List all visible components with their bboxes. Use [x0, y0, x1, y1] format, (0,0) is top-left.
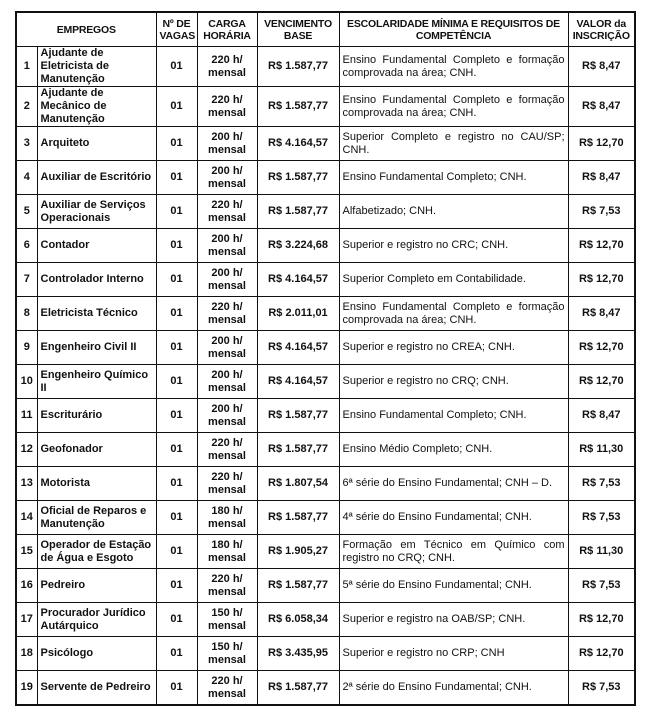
row-number-cell: 16 — [16, 569, 37, 603]
requirements-cell: Formação em Técnico em Químico com registro no CRQ; CNH. — [339, 535, 568, 569]
requirements-cell: Superior e registro no CRQ; CNH. — [339, 365, 568, 399]
row-number-cell: 12 — [16, 433, 37, 467]
vacancies-cell: 01 — [156, 195, 197, 229]
workload-cell: 200 h/ mensal — [197, 127, 257, 161]
job-title-cell: Escriturário — [37, 399, 156, 433]
vacancies-cell: 01 — [156, 297, 197, 331]
job-title-cell: Controlador Interno — [37, 263, 156, 297]
row-number-cell: 5 — [16, 195, 37, 229]
row-number-cell: 9 — [16, 331, 37, 365]
vacancies-cell: 01 — [156, 331, 197, 365]
job-title-cell: Geofonador — [37, 433, 156, 467]
workload-cell: 220 h/ mensal — [197, 467, 257, 501]
requirements-cell: 5ª série do Ensino Fundamental; CNH. — [339, 569, 568, 603]
job-title-cell: Pedreiro — [37, 569, 156, 603]
row-number-cell: 4 — [16, 161, 37, 195]
header-escolaridade: ESCOLARIDADE MÍNIMA E REQUISITOS DE COMPETÊNCIA — [339, 12, 568, 47]
base-salary-cell: R$ 1.587,77 — [257, 399, 339, 433]
base-salary-cell: R$ 1.587,77 — [257, 195, 339, 229]
row-number-cell: 17 — [16, 603, 37, 637]
job-title-cell: Engenheiro Civil II — [37, 331, 156, 365]
vacancies-cell: 01 — [156, 433, 197, 467]
vacancies-cell: 01 — [156, 399, 197, 433]
workload-cell: 200 h/ mensal — [197, 365, 257, 399]
base-salary-cell: R$ 1.587,77 — [257, 161, 339, 195]
workload-cell: 200 h/ mensal — [197, 331, 257, 365]
workload-cell: 200 h/ mensal — [197, 399, 257, 433]
base-salary-cell: R$ 1.587,77 — [257, 47, 339, 87]
table-row — [16, 637, 635, 671]
job-title-cell: Operador de Estação de Água e Esgoto — [37, 535, 156, 569]
table-row — [16, 569, 635, 603]
table-row — [16, 47, 635, 87]
vacancies-cell: 01 — [156, 365, 197, 399]
vacancies-cell: 01 — [156, 47, 197, 87]
registration-fee-cell: R$ 11,30 — [568, 535, 635, 569]
row-number-cell: 14 — [16, 501, 37, 535]
requirements-cell: Ensino Fundamental Completo; CNH. — [339, 161, 568, 195]
requirements-cell: Ensino Fundamental Completo e formação comprovada na área; CNH. — [339, 87, 568, 127]
job-title-cell: Ajudante de Mecânico de Manutenção — [37, 87, 156, 127]
vacancies-cell: 01 — [156, 671, 197, 706]
workload-cell: 150 h/ mensal — [197, 603, 257, 637]
registration-fee-cell: R$ 12,70 — [568, 331, 635, 365]
requirements-cell: Superior e registro no CREA; CNH. — [339, 331, 568, 365]
registration-fee-cell: R$ 11,30 — [568, 433, 635, 467]
table-row — [16, 263, 635, 297]
workload-cell: 220 h/ mensal — [197, 297, 257, 331]
table-row — [16, 603, 635, 637]
requirements-cell: Ensino Médio Completo; CNH. — [339, 433, 568, 467]
vacancies-cell: 01 — [156, 263, 197, 297]
workload-cell: 220 h/ mensal — [197, 433, 257, 467]
table-row — [16, 501, 635, 535]
workload-cell: 150 h/ mensal — [197, 637, 257, 671]
base-salary-cell: R$ 6.058,34 — [257, 603, 339, 637]
job-title-cell: Eletricista Técnico — [37, 297, 156, 331]
table-row — [16, 229, 635, 263]
requirements-cell: Superior e registro na OAB/SP; CNH. — [339, 603, 568, 637]
vacancies-cell: 01 — [156, 603, 197, 637]
row-number-cell: 13 — [16, 467, 37, 501]
table-row — [16, 297, 635, 331]
requirements-cell: Ensino Fundamental Completo e formação comprovada na área; CNH. — [339, 297, 568, 331]
vacancies-cell: 01 — [156, 501, 197, 535]
row-number-cell: 19 — [16, 671, 37, 706]
job-title-cell: Servente de Pedreiro — [37, 671, 156, 706]
jobs-table — [15, 11, 636, 706]
workload-cell: 220 h/ mensal — [197, 87, 257, 127]
job-title-cell: Contador — [37, 229, 156, 263]
job-title-cell: Oficial de Reparos e Manutenção — [37, 501, 156, 535]
job-title-cell: Arquiteto — [37, 127, 156, 161]
base-salary-cell: R$ 1.587,77 — [257, 501, 339, 535]
registration-fee-cell: R$ 7,53 — [568, 195, 635, 229]
registration-fee-cell: R$ 7,53 — [568, 501, 635, 535]
registration-fee-cell: R$ 7,53 — [568, 467, 635, 501]
job-title-cell: Auxiliar de Serviços Operacionais — [37, 195, 156, 229]
base-salary-cell: R$ 1.587,77 — [257, 433, 339, 467]
requirements-cell: Superior Completo em Contabilidade. — [339, 263, 568, 297]
vacancies-cell: 01 — [156, 87, 197, 127]
base-salary-cell: R$ 4.164,57 — [257, 365, 339, 399]
table-row — [16, 467, 635, 501]
row-number-cell: 7 — [16, 263, 37, 297]
row-number-cell: 15 — [16, 535, 37, 569]
table-row — [16, 127, 635, 161]
vacancies-cell: 01 — [156, 127, 197, 161]
row-number-cell: 1 — [16, 47, 37, 87]
requirements-cell: 2ª série do Ensino Fundamental; CNH. — [339, 671, 568, 706]
requirements-cell: 6ª série do Ensino Fundamental; CNH – D. — [339, 467, 568, 501]
row-number-cell: 8 — [16, 297, 37, 331]
registration-fee-cell: R$ 12,70 — [568, 637, 635, 671]
registration-fee-cell: R$ 8,47 — [568, 87, 635, 127]
row-number-cell: 2 — [16, 87, 37, 127]
vacancies-cell: 01 — [156, 637, 197, 671]
vacancies-cell: 01 — [156, 535, 197, 569]
job-title-cell: Ajudante de Eletricista de Manutenção — [37, 47, 156, 87]
table-row — [16, 671, 635, 706]
registration-fee-cell: R$ 12,70 — [568, 229, 635, 263]
workload-cell: 180 h/ mensal — [197, 501, 257, 535]
requirements-cell: Superior Completo e registro no CAU/SP; CNH. — [339, 127, 568, 161]
table-row — [16, 161, 635, 195]
header-valor: VALOR da INSCRIÇÃO — [568, 12, 635, 47]
vacancies-cell: 01 — [156, 569, 197, 603]
vacancies-cell: 01 — [156, 467, 197, 501]
workload-cell: 200 h/ mensal — [197, 161, 257, 195]
requirements-cell: Superior e registro no CRP; CNH — [339, 637, 568, 671]
row-number-cell: 6 — [16, 229, 37, 263]
row-number-cell: 11 — [16, 399, 37, 433]
base-salary-cell: R$ 4.164,57 — [257, 127, 339, 161]
vacancies-cell: 01 — [156, 229, 197, 263]
registration-fee-cell: R$ 12,70 — [568, 603, 635, 637]
header-vencimento: VENCIMENTO BASE — [257, 12, 339, 47]
row-number-cell: 10 — [16, 365, 37, 399]
registration-fee-cell: R$ 8,47 — [568, 161, 635, 195]
registration-fee-cell: R$ 12,70 — [568, 127, 635, 161]
table-row — [16, 399, 635, 433]
table-row — [16, 365, 635, 399]
requirements-cell: Ensino Fundamental Completo; CNH. — [339, 399, 568, 433]
workload-cell: 220 h/ mensal — [197, 195, 257, 229]
base-salary-cell: R$ 3.435,95 — [257, 637, 339, 671]
job-title-cell: Engenheiro Químico II — [37, 365, 156, 399]
base-salary-cell: R$ 1.587,77 — [257, 569, 339, 603]
requirements-cell: Superior e registro no CRC; CNH. — [339, 229, 568, 263]
header-vagas: Nº DE VAGAS — [156, 12, 197, 47]
requirements-cell: Alfabetizado; CNH. — [339, 195, 568, 229]
workload-cell: 220 h/ mensal — [197, 569, 257, 603]
table-body — [16, 47, 635, 706]
requirements-cell: 4ª série do Ensino Fundamental; CNH. — [339, 501, 568, 535]
registration-fee-cell: R$ 8,47 — [568, 297, 635, 331]
table-row — [16, 331, 635, 365]
base-salary-cell: R$ 1.807,54 — [257, 467, 339, 501]
job-title-cell: Psicólogo — [37, 637, 156, 671]
workload-cell: 200 h/ mensal — [197, 263, 257, 297]
job-title-cell: Auxiliar de Escritório — [37, 161, 156, 195]
row-number-cell: 18 — [16, 637, 37, 671]
table-row — [16, 87, 635, 127]
workload-cell: 200 h/ mensal — [197, 229, 257, 263]
base-salary-cell: R$ 3.224,68 — [257, 229, 339, 263]
base-salary-cell: R$ 1.587,77 — [257, 87, 339, 127]
vacancies-cell: 01 — [156, 161, 197, 195]
base-salary-cell: R$ 2.011,01 — [257, 297, 339, 331]
table-row — [16, 535, 635, 569]
base-salary-cell: R$ 1.905,27 — [257, 535, 339, 569]
header-carga: CARGA HORÁRIA — [197, 12, 257, 47]
job-title-cell: Procurador Jurídico Autárquico — [37, 603, 156, 637]
workload-cell: 220 h/ mensal — [197, 47, 257, 87]
workload-cell: 180 h/ mensal — [197, 535, 257, 569]
table-row — [16, 433, 635, 467]
registration-fee-cell: R$ 8,47 — [568, 399, 635, 433]
registration-fee-cell: R$ 12,70 — [568, 365, 635, 399]
requirements-cell: Ensino Fundamental Completo e formação comprovada na área; CNH. — [339, 47, 568, 87]
header-empregos: EMPREGOS — [16, 12, 156, 47]
base-salary-cell: R$ 1.587,77 — [257, 671, 339, 706]
registration-fee-cell: R$ 7,53 — [568, 671, 635, 706]
registration-fee-cell: R$ 12,70 — [568, 263, 635, 297]
workload-cell: 220 h/ mensal — [197, 671, 257, 706]
table-header — [16, 12, 635, 47]
registration-fee-cell: R$ 8,47 — [568, 47, 635, 87]
registration-fee-cell: R$ 7,53 — [568, 569, 635, 603]
base-salary-cell: R$ 4.164,57 — [257, 331, 339, 365]
base-salary-cell: R$ 4.164,57 — [257, 263, 339, 297]
job-title-cell: Motorista — [37, 467, 156, 501]
table-row — [16, 195, 635, 229]
row-number-cell: 3 — [16, 127, 37, 161]
